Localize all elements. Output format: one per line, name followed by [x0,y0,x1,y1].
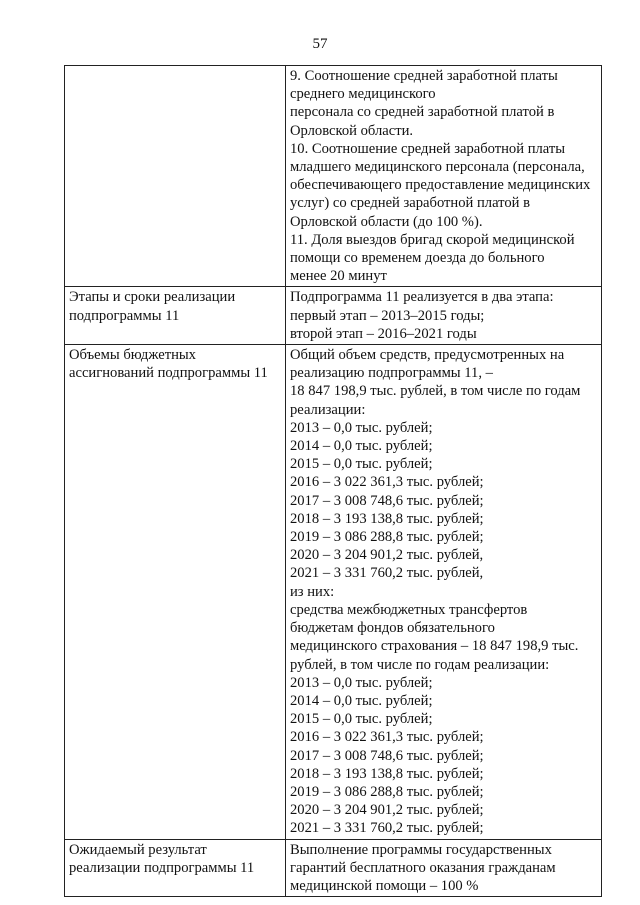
row-content-cell [286,345,602,839]
row-content-line: 2017 – 3 008 748,6 тыс. рублей; [290,492,484,509]
row-content-line: 10. Соотношение средней заработной платы [290,140,566,157]
row-content-line: Орловской области (до 100 %). [290,213,483,230]
row-label-line: Ожидаемый результат [69,841,207,858]
row-label-cell [65,839,286,897]
row-content-line: 2013 – 0,0 тыс. рублей; [290,419,433,436]
page-number: 57 [312,36,328,52]
row-label-line: подпрограммы 11 [69,307,180,324]
row-content-line: 2014 – 0,0 тыс. рублей; [290,692,433,709]
row-content-line: 2013 – 0,0 тыс. рублей; [290,674,433,691]
row-content-line: медицинской помощи – 100 % [290,877,479,894]
row-content-line: 2021 – 3 331 760,2 тыс. рублей; [290,820,484,837]
row-content-line: из них: [290,583,335,600]
row-content-line: 2019 – 3 086 288,8 тыс. рублей; [290,529,484,546]
row-content-line: 2014 – 0,0 тыс. рублей; [290,438,433,455]
row-content-line: рублей, в том числе по годам реализации: [290,656,550,673]
table-body [65,66,602,897]
row-content-line: 2020 – 3 204 901,2 тыс. рублей; [290,802,484,819]
row-content-line: реализации: [290,401,366,418]
row-content-line: помощи со временем доезда до больного [290,250,545,267]
row-content-line: 2018 – 3 193 138,8 тыс. рублей; [290,510,484,527]
row-content-line: реализацию подпрограммы 11, – [290,365,493,382]
row-content-cell [286,839,602,897]
row-content-line: 2018 – 3 193 138,8 тыс. рублей; [290,765,484,782]
row-content-line: Выполнение программы государственных [290,841,552,858]
table-row [65,345,602,839]
row-content-line: 2015 – 0,0 тыс. рублей; [290,711,433,728]
row-content-cell [286,66,602,287]
row-content-line: гарантий бесплатного оказания гражданам [290,859,556,876]
row-label-cell [65,66,286,287]
row-content-line: 2016 – 3 022 361,3 тыс. рублей; [290,729,484,746]
row-label-line: Объемы бюджетных [69,347,196,364]
row-content-line: обеспечивающего предоставление медицинских [290,177,591,194]
row-content-line: 2017 – 3 008 748,6 тыс. рублей; [290,747,484,764]
row-content-line: 2021 – 3 331 760,2 тыс. рублей, [290,565,484,582]
row-content-line: 18 847 198,9 тыс. рублей, в том числе по годам [290,383,581,400]
row-content-line: Подпрограмма 11 реализуется в два этапа: [290,289,554,306]
row-content-line: младшего медицинского персонала (персонала, [290,159,585,176]
row-content-line: бюджетам фондов обязательного [290,620,495,637]
row-content-line: Орловской области. [290,122,414,139]
table-row [65,66,602,287]
table-row [65,287,602,345]
row-content-line: Общий объем средств, предусмотренных на [290,347,565,364]
row-content-line: 2015 – 0,0 тыс. рублей; [290,456,433,473]
row-label-line: Этапы и сроки реализации [69,289,236,306]
row-content-line: 2020 – 3 204 901,2 тыс. рублей, [290,547,484,564]
row-label-cell [65,287,286,345]
row-content-line: персонала со средней заработной платой в [290,104,555,121]
row-content-line: 9. Соотношение средней заработной платы [290,68,558,84]
row-content-line: второй этап – 2016–2021 годы [290,325,477,342]
row-content-line: среднего медицинского [290,86,436,103]
row-content-line: 2019 – 3 086 288,8 тыс. рублей; [290,783,484,800]
row-label-line: реализации подпрограммы 11 [69,859,255,876]
table-row [65,839,602,897]
row-content-line: услуг) со средней заработной платой в [290,195,531,212]
row-label-line: ассигнований подпрограммы 11 [69,365,268,382]
row-label-cell [65,345,286,839]
row-content-line: медицинского страхования – 18 847 198,9 тыс. [290,638,579,655]
row-content-line: первый этап – 2013–2015 годы; [290,307,485,324]
row-content-line: 11. Доля выездов бригад скорой медицинской [290,231,575,248]
row-content-line: менее 20 минут [290,268,387,285]
row-content-line: средства межбюджетных трансфертов [290,601,528,618]
program-passport-table [64,65,602,897]
row-content-line: 2016 – 3 022 361,3 тыс. рублей; [290,474,484,491]
row-content-cell [286,287,602,345]
